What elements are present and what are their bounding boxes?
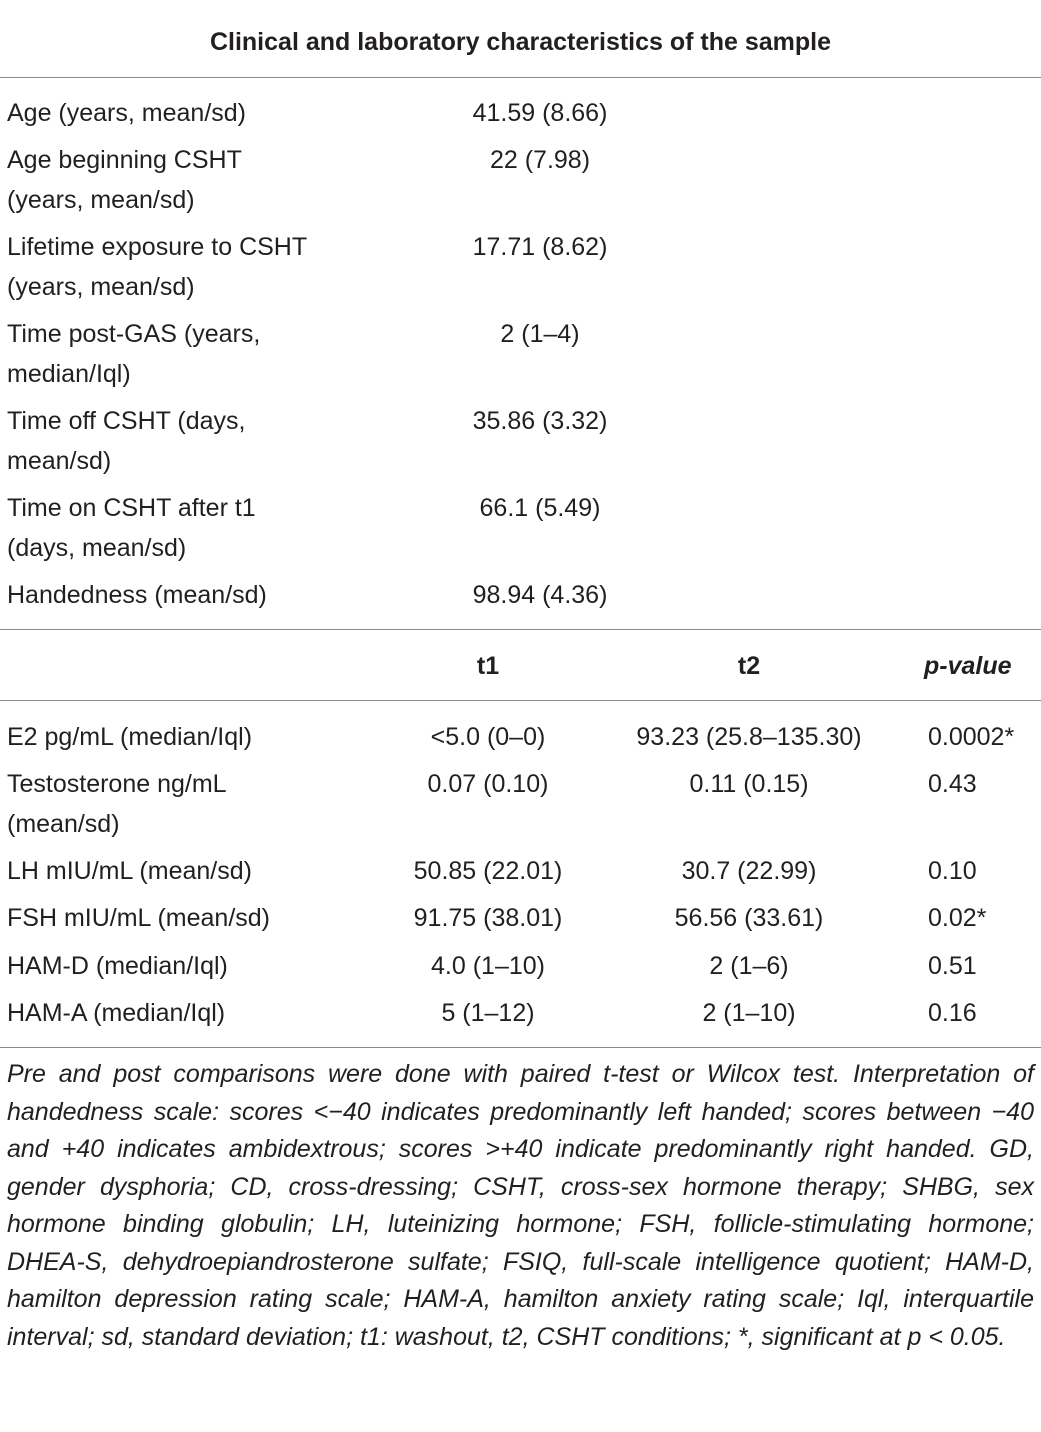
rule-section-divider xyxy=(0,629,1041,630)
row-time-off-csht-label-1: Time off CSHT (days, xyxy=(7,407,246,435)
row-age-value: 41.59 (8.66) xyxy=(472,99,608,127)
row-age-beginning-value: 22 (7.98) xyxy=(489,146,591,174)
table-footnote: Pre and post comparisons were done with paired t-test or Wilcox test. Interpretation of handedness scale: scores <−40 indicates predominantly left handed; scores between −40 and +40 indicates ambidextrous; scores >+40 indicate predominantly right handed. GD, gender dysphoria; CD, cross-dressing; CSHT, cross-sex hormone therapy; SHBG, sex hormone binding globulin; LH, luteinizing hormone; FSH, follicle-stimulating hormone; DHEA-S, dehydroepiandrosterone sulfate; FSIQ, full-scale intelligence quotient; HAM-D, hamilton depression rating scale; HAM-A, hamilton anxiety rating scale; Iql, interquartile interval; sd, standard deviation; t1: washout, t2, CSHT conditions; *, significant at p < 0.05. xyxy=(7,1060,1034,1351)
row-lifetime-exposure-label-2: (years, mean/sd) xyxy=(7,273,195,301)
column-header-t2: t2 xyxy=(737,652,761,680)
row-lh-t1: 50.85 (22.01) xyxy=(413,857,563,885)
column-header-t1: t1 xyxy=(476,652,500,680)
row-ham-d-p: 0.51 xyxy=(928,952,977,980)
row-time-post-gas-value: 2 (1–4) xyxy=(500,320,580,348)
rule-top xyxy=(0,77,1041,78)
row-fsh-label: FSH mIU/mL (mean/sd) xyxy=(7,904,271,932)
row-ham-a-t2: 2 (1–10) xyxy=(702,999,796,1027)
rule-bottom xyxy=(0,1047,1041,1048)
row-lifetime-exposure-value: 17.71 (8.62) xyxy=(472,233,608,261)
row-time-off-csht-value: 35.86 (3.32) xyxy=(472,407,608,435)
row-time-on-csht-label-1: Time on CSHT after t1 xyxy=(7,494,256,522)
row-time-post-gas-label-2: median/Iql) xyxy=(7,360,131,388)
row-ham-a-p: 0.16 xyxy=(928,999,977,1027)
rule-header-bottom xyxy=(0,700,1041,701)
row-time-off-csht-label-2: mean/sd) xyxy=(7,447,112,475)
row-time-on-csht-label-2: (days, mean/sd) xyxy=(7,534,187,562)
row-time-on-csht-value: 66.1 (5.49) xyxy=(479,494,601,522)
row-e2-t1: <5.0 (0–0) xyxy=(430,723,546,751)
row-age-label: Age (years, mean/sd) xyxy=(7,99,246,127)
row-fsh-p: 0.02* xyxy=(928,904,987,932)
row-testosterone-t2: 0.11 (0.15) xyxy=(689,770,809,798)
row-ham-a-label: HAM-A (median/Iql) xyxy=(7,999,226,1027)
row-testosterone-p: 0.43 xyxy=(928,770,977,798)
row-time-post-gas-label-1: Time post-GAS (years, xyxy=(7,320,261,348)
row-lh-label: LH mIU/mL (mean/sd) xyxy=(7,857,252,885)
row-fsh-t2: 56.56 (33.61) xyxy=(674,904,824,932)
row-lh-t2: 30.7 (22.99) xyxy=(681,857,817,885)
row-testosterone-t1: 0.07 (0.10) xyxy=(427,770,549,798)
row-age-beginning-label-1: Age beginning CSHT xyxy=(7,146,242,174)
row-age-beginning-label-2: (years, mean/sd) xyxy=(7,186,195,214)
row-ham-d-t1: 4.0 (1–10) xyxy=(431,952,545,980)
row-ham-d-label: HAM-D (median/Iql) xyxy=(7,952,228,980)
row-e2-p: 0.0002* xyxy=(928,723,1015,751)
row-testosterone-label-2: (mean/sd) xyxy=(7,810,120,838)
row-ham-a-t1: 5 (1–12) xyxy=(441,999,535,1027)
row-handedness-label: Handedness (mean/sd) xyxy=(7,581,267,609)
row-testosterone-label-1: Testosterone ng/mL xyxy=(7,770,227,798)
table-title: Clinical and laboratory characteristics of the sample xyxy=(209,28,832,56)
row-handedness-value: 98.94 (4.36) xyxy=(472,581,608,609)
row-fsh-t1: 91.75 (38.01) xyxy=(413,904,563,932)
row-lifetime-exposure-label-1: Lifetime exposure to CSHT xyxy=(7,233,308,261)
row-ham-d-t2: 2 (1–6) xyxy=(709,952,789,980)
row-lh-p: 0.10 xyxy=(928,857,977,885)
row-e2-label: E2 pg/mL (median/Iql) xyxy=(7,723,253,751)
column-header-p-value: p-value xyxy=(924,652,1012,680)
row-e2-t2: 93.23 (25.8–135.30) xyxy=(636,723,862,751)
